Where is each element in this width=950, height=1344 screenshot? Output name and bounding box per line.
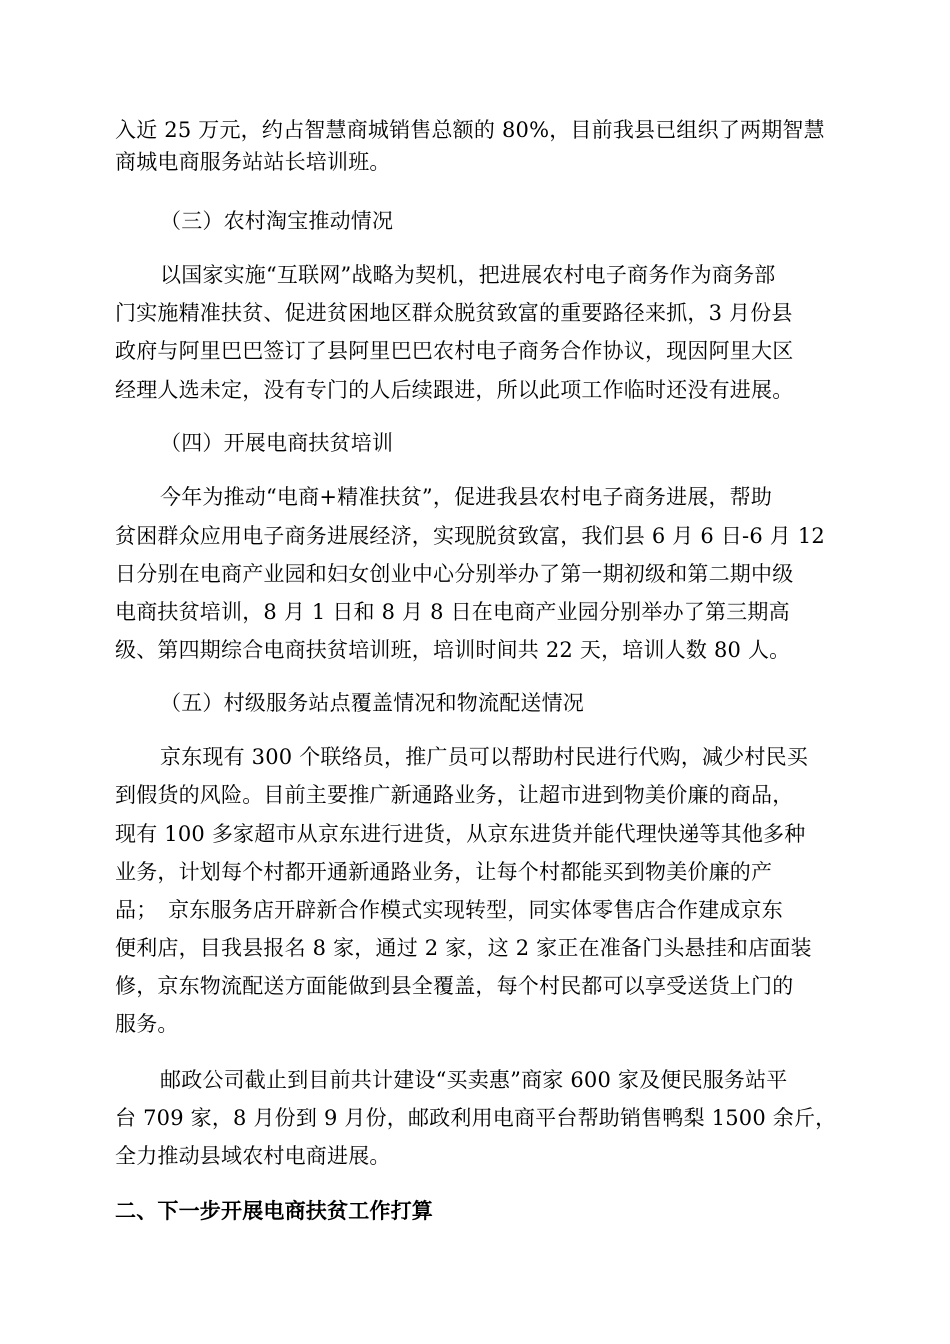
section-heading-3: （三）农村淘宝推动情况 xyxy=(160,209,394,233)
paragraph-line: 邮政公司截止到目前共计建设“买卖惠”商家 600 家及便民服务站平 xyxy=(160,1068,788,1092)
section-heading-5: （五）村级服务站点覆盖情况和物流配送情况 xyxy=(160,691,584,715)
paragraph-line: 入近 25 万元，约占智慧商城销售总额的 80%，目前我县已组织了两期智慧 xyxy=(115,118,825,142)
paragraph-line: 商城电商服务站站长培训班。 xyxy=(115,150,391,174)
paragraph-line: 经理人选未定，没有专门的人后续跟进，所以此项工作临时还没有进展。 xyxy=(115,378,794,402)
paragraph-line: 级、第四期综合电商扶贫培训班，培训时间共 22 天，培训人数 80 人。 xyxy=(115,638,791,662)
paragraph-line: 服务。 xyxy=(115,1012,179,1036)
paragraph-line: 贫困群众应用电子商务进展经济，实现脱贫致富，我们县 6 月 6 日-6 月 12 xyxy=(115,524,825,548)
paragraph-line: 全力推动县域农村电商进展。 xyxy=(115,1144,391,1168)
paragraph-line: 今年为推动“电商+精准扶贫”，促进我县农村电子商务进展，帮助 xyxy=(160,485,773,509)
section-heading-4: （四）开展电商扶贫培训 xyxy=(160,431,394,455)
paragraph-line: 现有 100 多家超市从京东进行进货，从京东进货并能代理快递等其他多种 xyxy=(115,822,806,846)
paragraph-line: 台 709 家，8 月份到 9 月份，邮政利用电商平台帮助销售鸭梨 1500 余斤， xyxy=(115,1106,837,1130)
paragraph-line: 以国家实施“互联网”战略为契机，把进展农村电子商务作为商务部 xyxy=(160,263,776,287)
paragraph-line: 便利店，目我县报名 8 家，通过 2 家，这 2 家正在准备门头悬挂和店面装 xyxy=(115,936,812,960)
paragraph-line: 日分别在电商产业园和妇女创业中心分别举办了第一期初级和第二期中级 xyxy=(115,562,794,586)
paragraph-line: 京东现有 300 个联络员，推广员可以帮助村民进行代购，减少村民买 xyxy=(160,745,809,769)
paragraph-line: 业务，计划每个村都开通新通路业务，让每个村都能买到物美价廉的产 xyxy=(115,860,773,884)
paragraph-line: 政府与阿里巴巴签订了县阿里巴巴农村电子商务合作协议，现因阿里大区 xyxy=(115,339,794,363)
paragraph-line: 门实施精准扶贫、促进贫困地区群众脱贫致富的重要路径来抓，3 月份县 xyxy=(115,301,793,325)
paragraph-line: 品； 京东服务店开辟新合作模式实现转型，同实体零售店合作建成京东 xyxy=(115,898,783,922)
paragraph-line: 到假货的风险。目前主要推广新通路业务，让超市进到物美价廉的商品， xyxy=(115,783,794,807)
paragraph-line: 修，京东物流配送方面能做到县全覆盖，每个村民都可以享受送货上门的 xyxy=(115,974,794,998)
paragraph-line: 电商扶贫培训，8 月 1 日和 8 月 8 日在电商产业园分别举办了第三期高 xyxy=(115,600,790,624)
section-heading-next-steps: 二、下一步开展电商扶贫工作打算 xyxy=(115,1199,433,1223)
